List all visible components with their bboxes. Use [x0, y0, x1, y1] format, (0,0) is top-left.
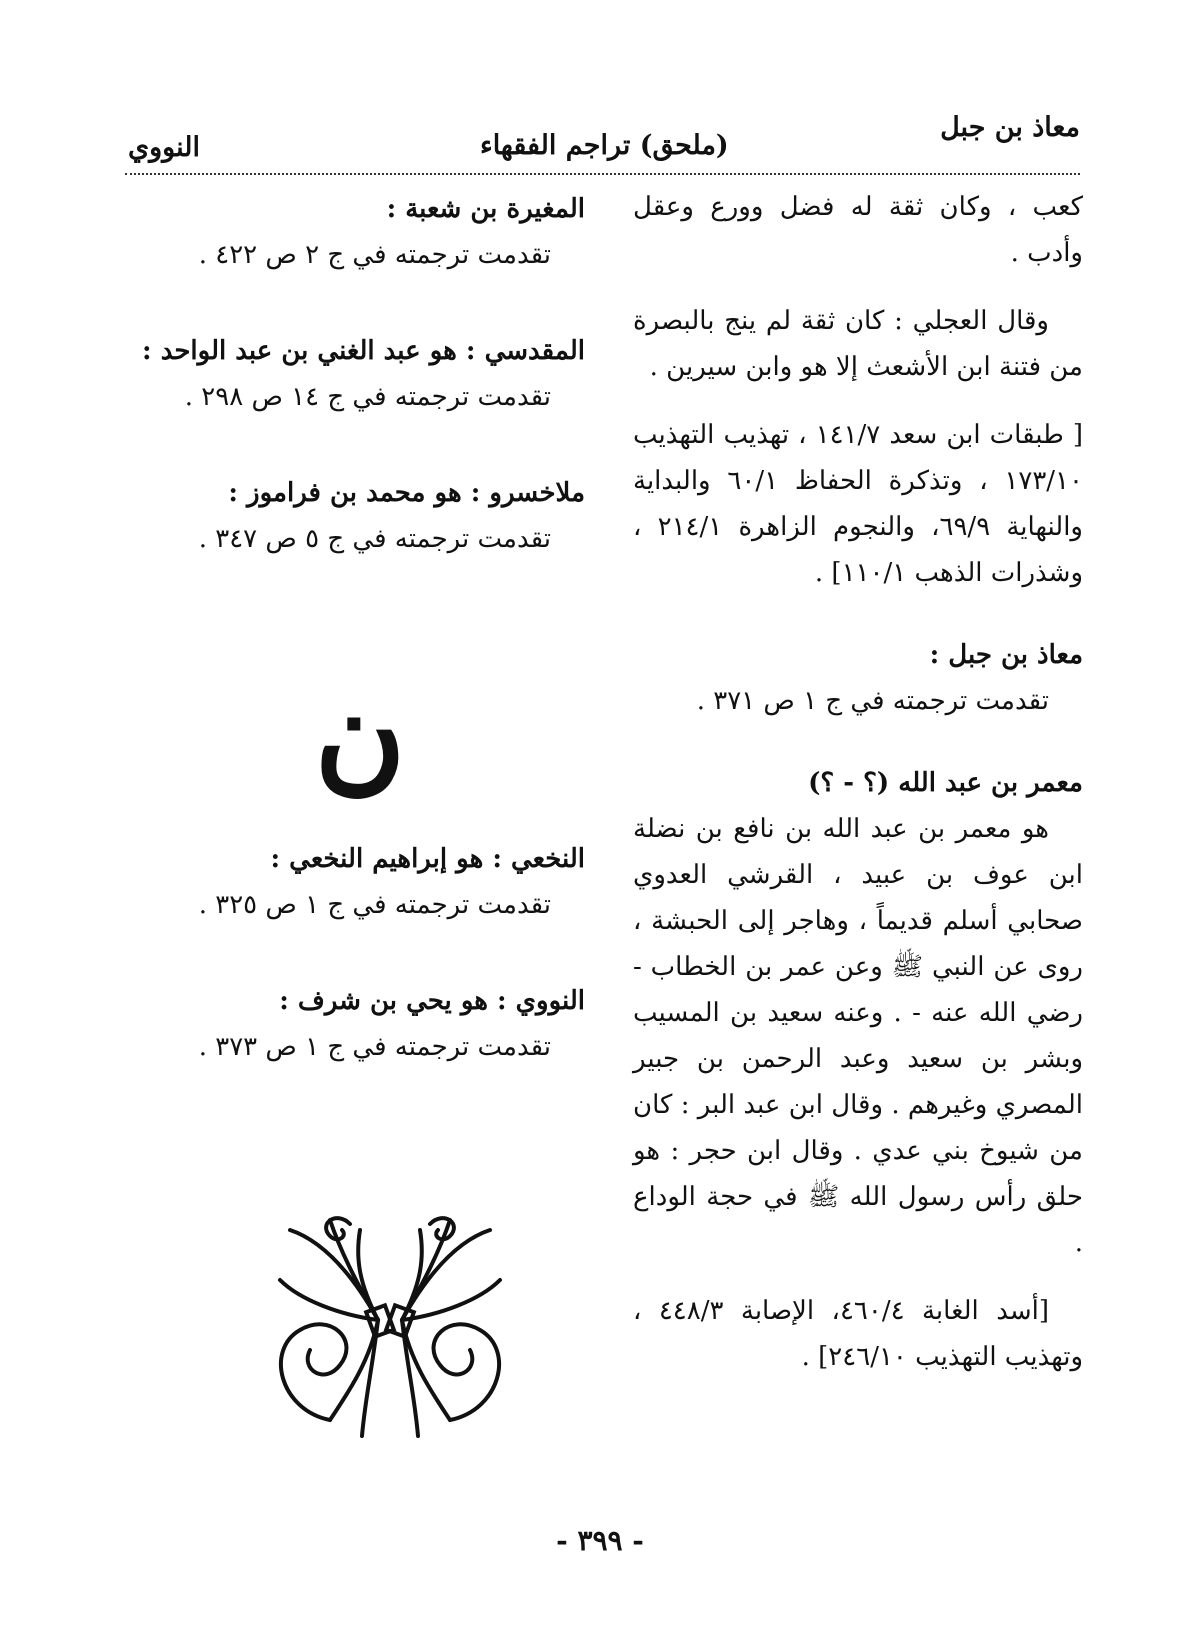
header-dotted-rule	[125, 173, 1080, 175]
entry-body-maqdisi: تقدمت ترجمته في ج ١٤ ص ٢٩٨ .	[184, 382, 551, 412]
header-section-title: (ملحق) تراجم الفقهاء	[480, 130, 729, 161]
left-column-lower	[115, 836, 585, 1070]
floral-ornament-icon	[260, 1200, 520, 1440]
left-column	[115, 186, 585, 562]
references-mamar: [أسد الغابة ٤٦٠/٤، الإصابة ٤٤٨/٣ ، وتهذيب التهذيب ٢٤٦/١٠] .	[633, 1296, 1083, 1372]
references-paragraph: [ طبقات ابن سعد ١٤١/٧ ، تهذيب التهذيب ١٧٣/١٠ ، وتذكرة الحفاظ ٦٠/١ والبداية والنهاية ٦٩/٩، والنجوم الزاهرة ٢١٤/١ ، وشذرات الذهب ١١٠/١] .	[633, 420, 1083, 588]
entry-title-nakhai: النخعي : هو إبراهيم النخعي :	[270, 844, 585, 874]
entry-title-mulla-khusraw: ملاخسرو : هو محمد بن فراموز :	[228, 478, 585, 508]
entry-body-mughira: تقدمت ترجمته في ج ٢ ص ٤٢٢ .	[198, 240, 551, 270]
entry-title-mamar: معمر بن عبد الله (؟ - ؟)	[808, 768, 1083, 798]
running-header	[120, 108, 1080, 168]
entry-body-nawawi: تقدمت ترجمته في ج ١ ص ٣٧٣ .	[198, 1032, 551, 1062]
header-last-entry: النووي	[128, 132, 200, 163]
entry-body-nakhai: تقدمت ترجمته في ج ١ ص ٣٢٥ .	[198, 890, 551, 920]
header-entry-name: معاذ بن جبل	[940, 112, 1080, 143]
continuation-paragraph: كعب ، وكان ثقة له فضل وورع وعقل وأدب .	[633, 192, 1083, 268]
entry-title-nawawi: النووي : هو يحي بن شرف :	[279, 986, 585, 1016]
ijli-quote-paragraph: وقال العجلي : كان ثقة لم ينج بالبصرة من فتنة ابن الأشعث إلا هو وابن سيرين .	[633, 306, 1083, 382]
entry-title-muadh: معاذ بن جبل :	[929, 640, 1083, 670]
page-number: - ٣٩٩ -	[556, 1524, 644, 1557]
entry-body-mulla-khusraw: تقدمت ترجمته في ج ٥ ص ٣٤٧ .	[198, 524, 551, 554]
entry-title-mughira: المغيرة بن شعبة :	[386, 194, 585, 224]
right-column	[633, 184, 1083, 1380]
entry-body-mamar: هو معمر بن عبد الله بن نافع بن نضلة ابن عوف بن عبيد ، القرشي العدوي صحابي أسلم قديماً ، وهاجر إلى الحبشة ، روى عن النبي ﷺ وعن عمر بن الخطاب - رضي الله عنه - . وعنه سعيد بن المسيب وبشر بن سعيد وعبد الرحمن بن جبير المصري وغيرهم . وقال ابن عبد البر : كان من شيوخ بني عدي . وقال ابن حجر : هو حلق رأس رسول الله ﷺ في حجة الوداع .	[633, 814, 1083, 1258]
entry-title-maqdisi: المقدسي : هو عبد الغني بن عبد الواحد :	[142, 336, 585, 366]
entry-body-muadh: تقدمت ترجمته في ج ١ ص ٣٧١ .	[696, 686, 1049, 716]
section-letter-nun: ن	[314, 662, 406, 807]
